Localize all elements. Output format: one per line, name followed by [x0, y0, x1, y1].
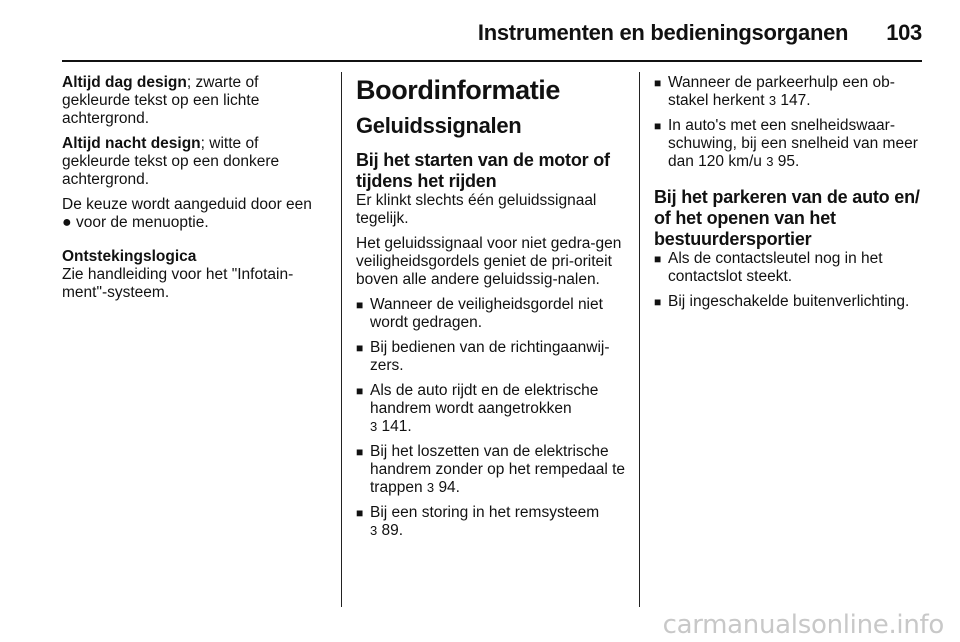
- list-item: ■ Wanneer de parkeerhulp een ob-stakel herkent 3 147.: [654, 74, 895, 109]
- bullet-list: [356, 296, 626, 540]
- subheading-ignition-logic: Ontstekingslogica: [62, 248, 197, 265]
- list-item: ■ Bij bedienen van de richtingaanwij-zers.: [356, 339, 610, 374]
- list-item: ■ Wanneer de veiligheidsgordel niet wordt gedragen.: [356, 296, 603, 331]
- page-reference[interactable]: 89.: [381, 522, 404, 539]
- section-subheading: Geluidssignalen: [356, 113, 522, 138]
- paragraph: Het geluidssignaal voor niet gedra-gen veiligheidsgordels geniet de pri-oriteit boven alle andere geluidssig-nalen.: [356, 235, 622, 288]
- column-divider-2: [639, 72, 640, 607]
- paragraph-night-design: Altijd nacht design; witte of gekleurde tekst op een donkere achtergrond.: [62, 135, 280, 188]
- header-rule: [62, 60, 922, 62]
- bullet-icon: ■: [654, 76, 662, 90]
- list-item: ■ Bij het loszetten van de elektrische handrem zonder op het rempedaal te trappen 3 94.: [356, 443, 626, 496]
- page-title: Instrumenten en bedieningsorganen: [477, 20, 849, 45]
- page-reference[interactable]: 94.: [438, 479, 460, 496]
- bullet-icon: ■: [654, 252, 662, 266]
- page-number: 103: [886, 20, 922, 45]
- paragraph-ignition-logic: Zie handleiding voor het "Infotain-ment"-systeem.: [62, 266, 294, 301]
- page-reference-icon: 3: [766, 154, 774, 169]
- paragraph-selection: De keuze wordt aangeduid door een ● voor de menuoptie.: [62, 196, 312, 231]
- section-heading: Boordinformatie: [356, 75, 561, 105]
- page-header: [0, 20, 922, 50]
- bullet-list: [654, 74, 924, 171]
- selected-dot-icon: ●: [62, 214, 72, 231]
- bullet-icon: ■: [356, 506, 364, 520]
- page-reference-icon: 3: [370, 523, 378, 538]
- list-item: ■ Als de auto rijdt en de elektrische handrem wordt aangetrokken 3 141.: [356, 382, 599, 435]
- list-item: ■ Bij een storing in het remsysteem 3 89.: [356, 504, 600, 539]
- topic-heading: Bij het starten van de motor of tijdens het rijden: [356, 150, 610, 191]
- paragraph-day-design: Altijd dag design; zwarte of gekleurde tekst op een lichte achtergrond.: [62, 74, 260, 127]
- page-reference[interactable]: 141.: [381, 418, 412, 435]
- paragraph: Er klinkt slechts één geluidssignaal tegelijk.: [356, 192, 597, 227]
- bullet-icon: ■: [356, 298, 364, 312]
- bullet-icon: ■: [654, 295, 662, 309]
- list-item: ■ In auto's met een snelheidswaar-schuwing, bij een snelheid van meer dan 120 km/u 3 95.: [654, 117, 918, 170]
- page-reference[interactable]: 95.: [777, 153, 800, 170]
- bullet-icon: ■: [654, 119, 662, 133]
- bullet-icon: ■: [356, 445, 364, 459]
- column-3: [654, 74, 924, 318]
- list-item: ■ Bij ingeschakelde buitenverlichting.: [654, 293, 910, 310]
- topic-heading: Bij het parkeren van de auto en/ of het openen van het bestuurdersportier: [654, 187, 920, 249]
- column-1: [62, 74, 330, 309]
- column-divider-1: [341, 72, 342, 607]
- column-2: [356, 74, 626, 547]
- watermark: carmanualsonline.info: [662, 610, 944, 640]
- page-reference-icon: 3: [768, 93, 777, 108]
- bullet-list: [654, 250, 924, 311]
- page-reference[interactable]: 147.: [780, 92, 811, 109]
- list-item: ■ Als de contactsleutel nog in het contactslot steekt.: [654, 250, 883, 285]
- bullet-icon: ■: [356, 384, 364, 398]
- bullet-icon: ■: [356, 341, 364, 355]
- page-reference-icon: 3: [426, 480, 435, 495]
- page-reference-icon: 3: [370, 419, 378, 434]
